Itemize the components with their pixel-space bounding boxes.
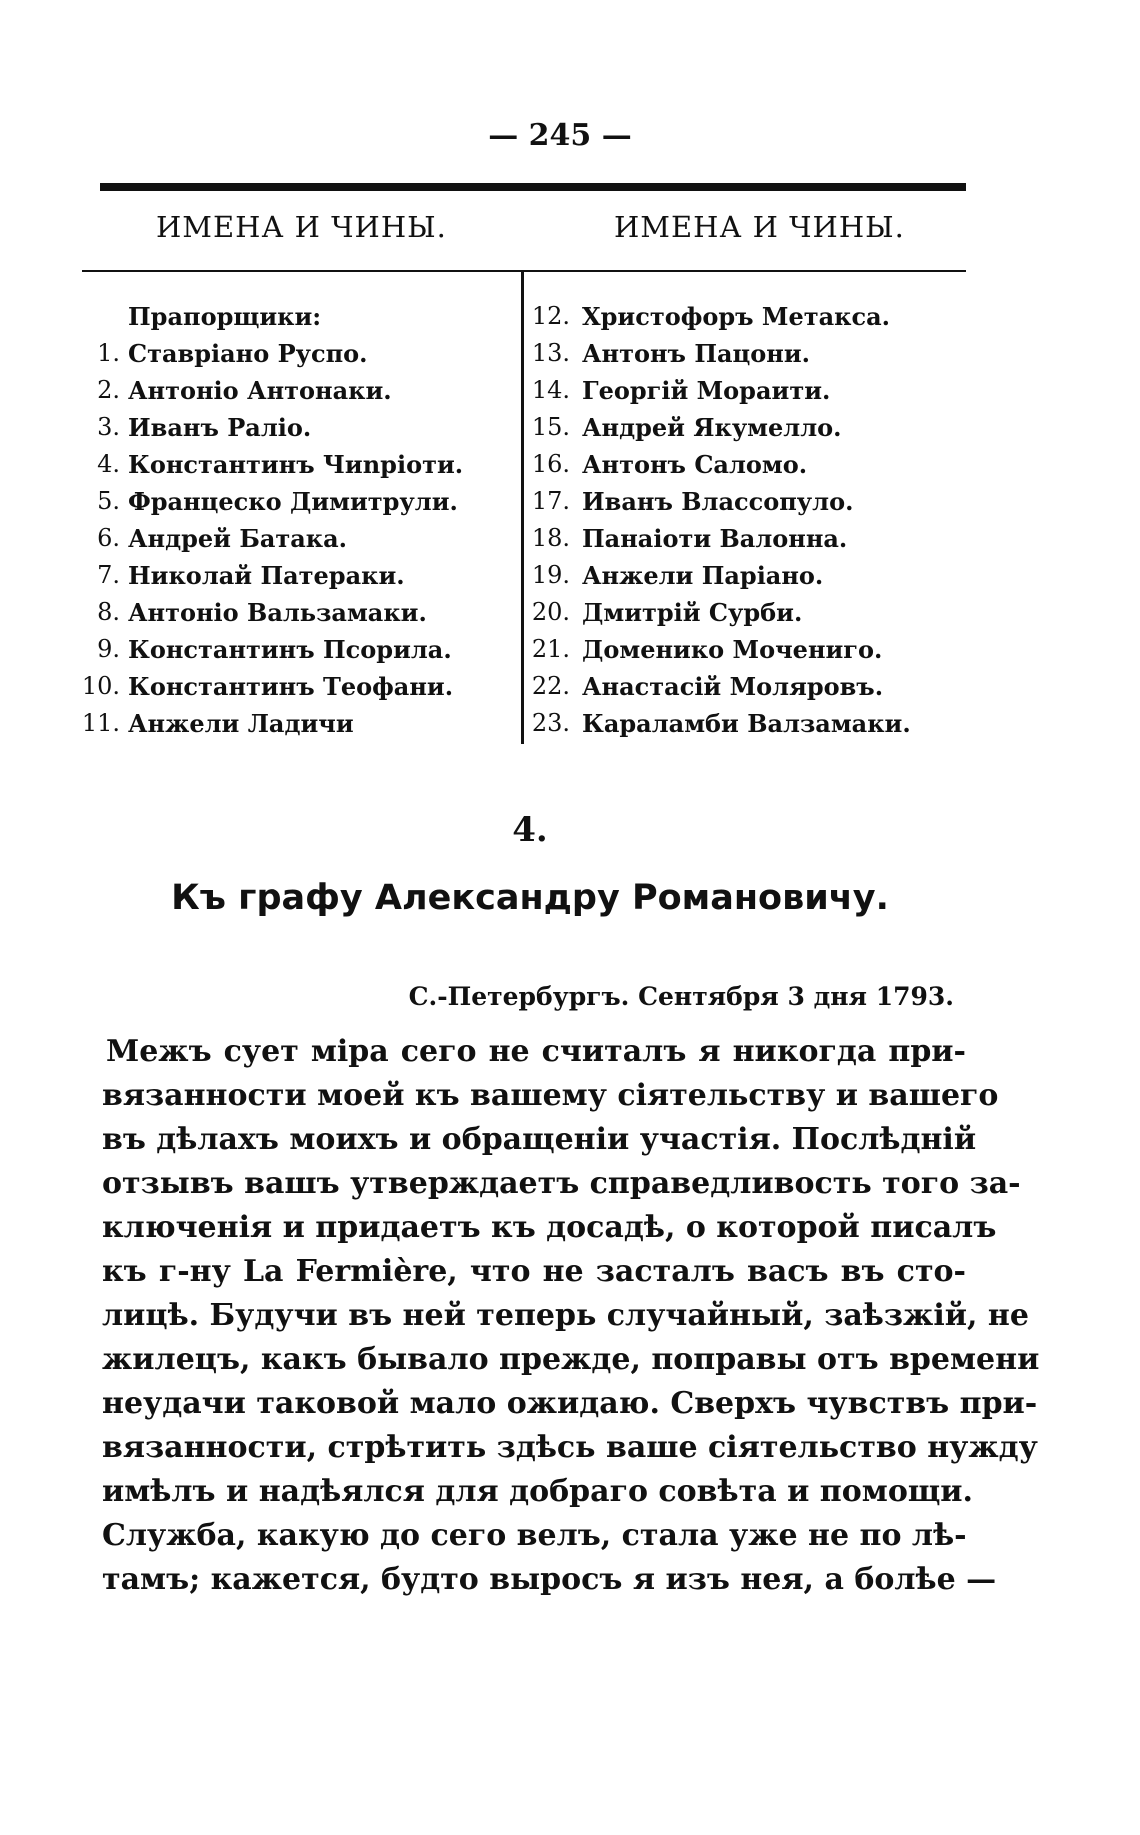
name-entry	[80, 668, 510, 705]
letter-dateline: С.-Петербургъ. Сентября 3 дня 1793.	[408, 982, 954, 1011]
table-header	[100, 210, 966, 250]
entry-name: Иванъ Раліо.	[128, 413, 312, 442]
left-column	[80, 298, 510, 742]
entry-name: Константинъ Чиnріоти.	[128, 450, 464, 479]
entry-name: Анастасій Моляровъ.	[582, 672, 884, 701]
entry-number: 20.	[531, 598, 570, 626]
entry-name: Доменико Мочениго.	[582, 635, 883, 664]
entry-number: 2.	[97, 376, 120, 404]
header-left: ИМЕНА И ЧИНЫ.	[156, 210, 447, 244]
name-entry	[526, 668, 966, 705]
name-entry	[80, 483, 510, 520]
body-line: Служба, какую до сего велъ, стала уже не по лѣ-	[102, 1518, 967, 1553]
body-line: вязанности моей къ вашему сіятельству и вашего	[102, 1078, 999, 1113]
section-number: 4.	[512, 810, 548, 850]
name-entry	[526, 409, 966, 446]
name-entry	[526, 483, 966, 520]
name-entry	[526, 631, 966, 668]
entry-name: Антонъ Пацони.	[582, 339, 810, 368]
body-line: въ дѣлахъ моихъ и обращеніи участія. Послѣдній	[102, 1122, 977, 1157]
letter-body	[102, 1030, 1040, 1602]
body-line: къ г-ну La Fermière, что не засталъ васъ въ сто-	[102, 1254, 966, 1289]
entry-name: Антоніо Вальзамаки.	[128, 598, 427, 627]
body-line: отзывъ вашъ утверждаетъ справедливость того за-	[102, 1166, 1021, 1201]
entry-name: Иванъ Влассопуло.	[582, 487, 854, 516]
entry-name: Караламби Валзамаки.	[582, 709, 911, 738]
page-number: — 245 —	[488, 118, 632, 153]
name-entry	[526, 594, 966, 631]
entry-name: Францеско Димитрули.	[128, 487, 458, 516]
entry-number: 11.	[81, 709, 120, 737]
body-line: тамъ; кажется, будто выросъ я изъ нея, а болѣе —	[102, 1562, 997, 1597]
name-entry	[526, 520, 966, 557]
entry-number: 8.	[97, 598, 120, 626]
body-line: вязанности, стрѣтить здѣсь ваше сіятельство нужду	[102, 1430, 1038, 1465]
entry-number: 14.	[531, 376, 570, 404]
entry-name: Антонъ Саломо.	[582, 450, 808, 479]
name-entry	[526, 446, 966, 483]
name-entry	[526, 557, 966, 594]
entry-name: Анжели Ладичи	[128, 709, 354, 738]
entry-number: 12.	[531, 302, 570, 330]
header-rule-thick	[100, 183, 966, 191]
entry-name: Анжели Паріано.	[582, 561, 824, 590]
entry-name: Константинъ Псорила.	[128, 635, 452, 664]
name-entry	[80, 520, 510, 557]
header-rule-thin	[82, 270, 966, 272]
entry-number: 19.	[531, 561, 570, 589]
name-entry	[526, 705, 966, 742]
body-line: имѣлъ и надѣялся для добраго совѣта и помощи.	[102, 1474, 973, 1509]
entry-name: Андрей Якумелло.	[582, 413, 842, 442]
entry-number: 3.	[97, 413, 120, 441]
entry-number: 23.	[531, 709, 570, 737]
entry-name: Николай Патераки.	[128, 561, 405, 590]
name-entry	[80, 705, 510, 742]
column-divider	[521, 272, 524, 744]
entry-name: Панаіоти Валонна.	[582, 524, 848, 553]
body-line: неудачи таковой мало ожидаю. Сверхъ чувствъ при-	[102, 1386, 1038, 1421]
entry-number: 21.	[531, 635, 570, 663]
entry-name: Дмитрій Сурби.	[582, 598, 803, 627]
left-entries	[80, 335, 510, 742]
entry-number: 5.	[97, 487, 120, 515]
rank-heading: Прапорщики:	[128, 302, 322, 331]
name-entry	[80, 631, 510, 668]
name-entry	[526, 298, 966, 335]
header-right: ИМЕНА И ЧИНЫ.	[614, 210, 905, 244]
entry-number: 7.	[97, 561, 120, 589]
entry-name: Антоніо Антонаки.	[128, 376, 392, 405]
entry-number: 9.	[97, 635, 120, 663]
right-entries	[526, 298, 966, 742]
entry-name: Георгій Мораити.	[582, 376, 831, 405]
name-entry	[80, 557, 510, 594]
right-column	[526, 298, 966, 742]
name-entry	[80, 446, 510, 483]
entry-name: Ставріано Руспо.	[128, 339, 368, 368]
name-entry	[526, 372, 966, 409]
body-line: ключенія и придаетъ къ досадѣ, о которой писалъ	[102, 1210, 997, 1245]
body-line: жилецъ, какъ бывало прежде, поправы отъ времени	[102, 1342, 1040, 1377]
entry-number: 15.	[531, 413, 570, 441]
entry-number: 1.	[97, 339, 120, 367]
body-line: лицѣ. Будучи въ ней теперь случайный, заѣзжій, не	[102, 1298, 1029, 1333]
entry-number: 10.	[81, 672, 120, 700]
entry-number: 16.	[531, 450, 570, 478]
name-entry	[80, 335, 510, 372]
entry-name: Христофоръ Метакса.	[582, 302, 891, 331]
entry-name: Андрей Батака.	[128, 524, 348, 553]
entry-number: 6.	[97, 524, 120, 552]
name-entry	[80, 594, 510, 631]
entry-number: 13.	[531, 339, 570, 367]
entry-number: 17.	[531, 487, 570, 515]
letter-title: Къ графу Александру Романовичу.	[171, 878, 889, 918]
entry-name: Константинъ Теофани.	[128, 672, 454, 701]
name-entry	[80, 372, 510, 409]
entry-number: 18.	[531, 524, 570, 552]
entry-number: 22.	[531, 672, 570, 700]
name-entry	[80, 409, 510, 446]
entry-number: 4.	[97, 450, 120, 478]
body-line: Межъ сует міра сего не считалъ я никогда при-	[106, 1034, 966, 1069]
name-entry	[526, 335, 966, 372]
